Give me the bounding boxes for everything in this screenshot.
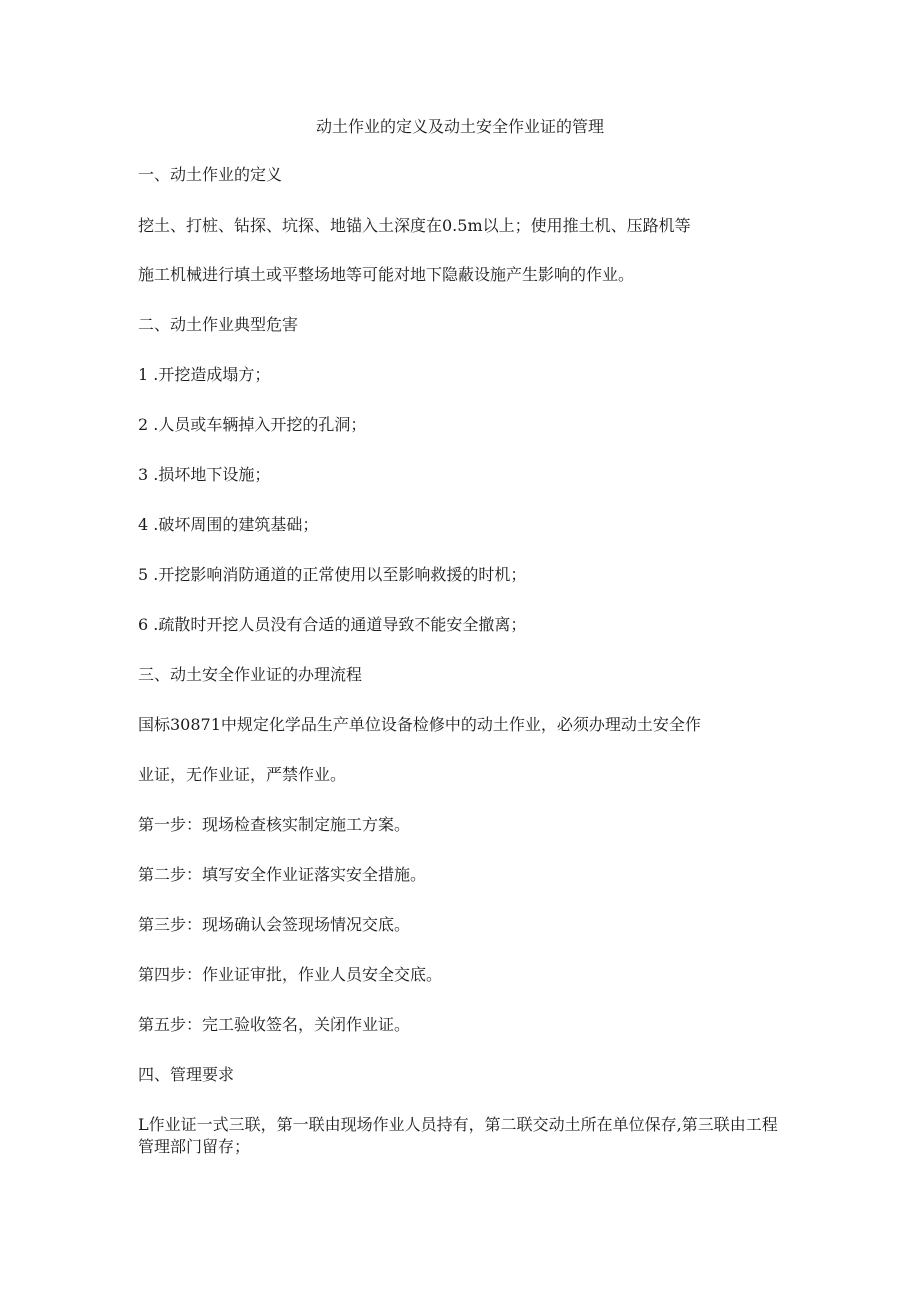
paragraph-line: 施工机械进行填土或平整场地等可能对地下隐蔽设施产生影响的作业。 [138, 265, 635, 284]
list-item: 6 .疏散时开挖人员没有合适的通道导致不能安全撤离； [138, 615, 527, 634]
step-item: 第一步：现场检查核实制定施工方案。 [138, 815, 411, 834]
list-item: 4 .破坏周围的建筑基础； [138, 515, 319, 534]
section-heading-2: 二、动土作业典型危害 [138, 315, 299, 334]
paragraph-line: 业证，无作业证，严禁作业。 [138, 765, 347, 784]
paragraph: L作业证一式三联，第一联由现场作业人员持有，第二联交动土所在单位保存,第三联由工程管理部门留存； [138, 1115, 778, 1156]
list-item: 1 .开挖造成塌方； [138, 365, 271, 384]
paragraph-line: 挖土、打桩、钻探、坑探、地锚入土深度在0.5m以上；使用推土机、压路机等 [138, 216, 691, 235]
step-item: 第二步：填写安全作业证落实安全措施。 [138, 865, 427, 884]
section-heading-1: 一、动土作业的定义 [138, 165, 283, 184]
step-item: 第四步：作业证审批，作业人员安全交底。 [138, 965, 443, 984]
list-item: 3 .损坏地下设施； [138, 465, 271, 484]
list-item: 5 .开挖影响消防通道的正常使用以至影响救援的时机； [138, 565, 527, 584]
document-title: 动土作业的定义及动土安全作业证的管理 [315, 117, 604, 136]
section-heading-3: 三、动土安全作业证的办理流程 [138, 665, 363, 684]
section-heading-4: 四、管理要求 [138, 1065, 235, 1084]
list-item: 2 .人员或车辆掉入开挖的孔洞； [138, 415, 367, 434]
step-item: 第五步：完工验收签名，关闭作业证。 [138, 1015, 411, 1034]
paragraph-line: 国标30871中规定化学品生产单位设备检修中的动土作业，必须办理动土安全作 [138, 715, 701, 734]
step-item: 第三步：现场确认会签现场情况交底。 [138, 915, 411, 934]
